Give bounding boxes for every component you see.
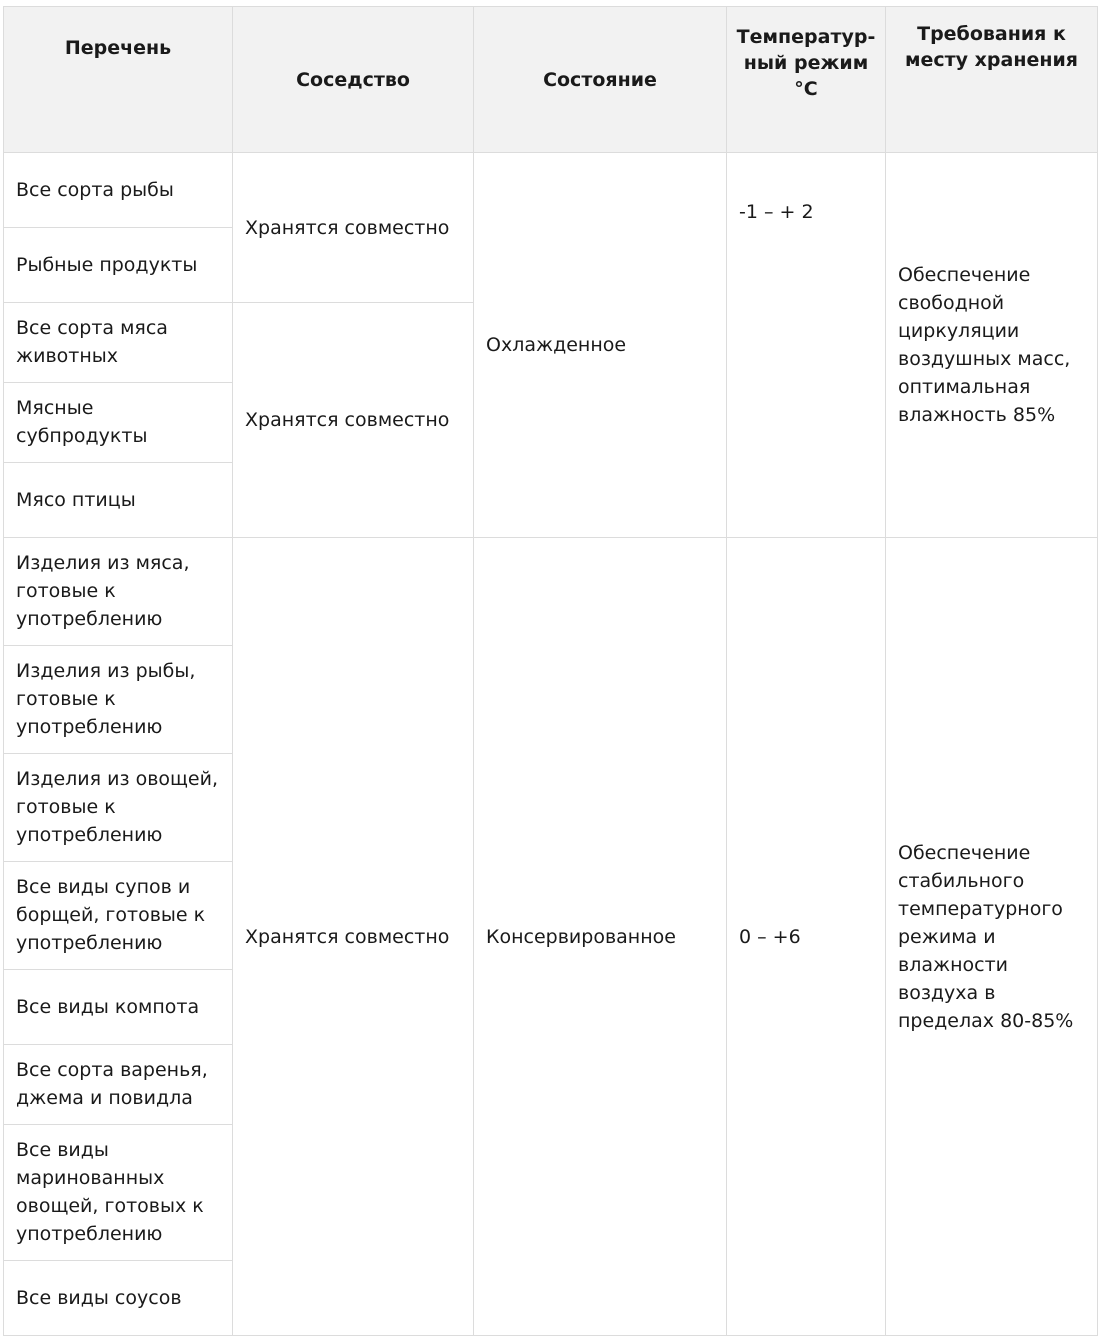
table-row: [4, 538, 1098, 646]
state-cell: Охлажденное: [474, 153, 727, 538]
item-cell: Все сорта рыбы: [4, 153, 233, 228]
requirements-cell: Обеспечение свободной циркуляции воздушных масс, оптимальная влажность 85%: [886, 153, 1098, 538]
header-temperature: Температур-ный режим °С: [727, 7, 886, 153]
header-requirements: Требования к месту хранения: [886, 7, 1098, 153]
storage-table: [3, 6, 1098, 1336]
header-neighborhood: Соседство: [233, 7, 474, 153]
temperature-cell: 0 – +6: [727, 538, 886, 1336]
state-cell: Консервированное: [474, 538, 727, 1336]
item-cell: Все виды соусов: [4, 1261, 233, 1336]
item-cell: Мясо птицы: [4, 463, 233, 538]
table-header-row: [4, 7, 1098, 153]
item-cell: Мясные субпродукты: [4, 383, 233, 463]
table-row: [4, 153, 1098, 228]
item-cell: Все виды маринованных овощей, готовых к употреблению: [4, 1125, 233, 1261]
neighborhood-cell: Хранятся совместно: [233, 153, 474, 303]
temperature-cell: -1 – + 2: [727, 153, 886, 538]
item-cell: Изделия из рыбы, готовые к употреблению: [4, 646, 233, 754]
neighborhood-cell: Хранятся совместно: [233, 303, 474, 538]
item-cell: Все виды компота: [4, 970, 233, 1045]
item-cell: Все виды супов и борщей, готовые к употреблению: [4, 862, 233, 970]
requirements-cell: Обеспечение стабильного температурного режима и влажности воздуха в пределах 80-85%: [886, 538, 1098, 1336]
header-state: Состояние: [474, 7, 727, 153]
item-cell: Изделия из мяса, готовые к употреблению: [4, 538, 233, 646]
item-cell: Все сорта мяса животных: [4, 303, 233, 383]
item-cell: Изделия из овощей, готовые к употреблению: [4, 754, 233, 862]
header-list: Перечень: [4, 7, 233, 153]
neighborhood-cell: Хранятся совместно: [233, 538, 474, 1336]
item-cell: Рыбные продукты: [4, 228, 233, 303]
item-cell: Все сорта варенья, джема и повидла: [4, 1045, 233, 1125]
